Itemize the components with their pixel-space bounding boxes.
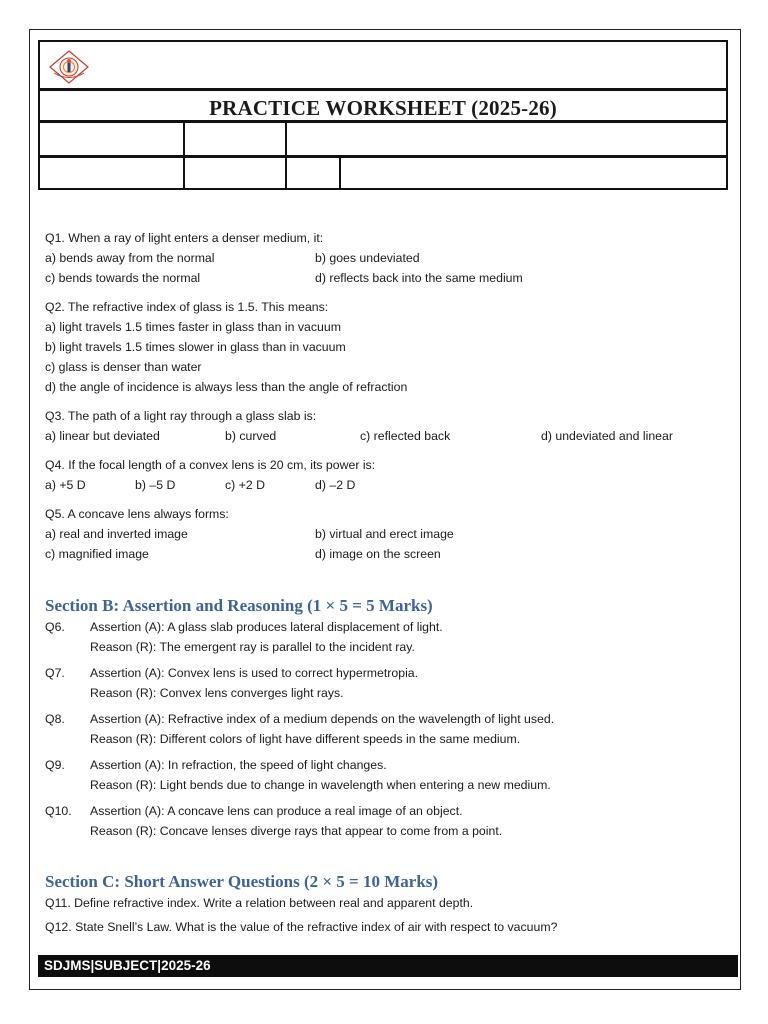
- option: b) goes undeviated: [315, 251, 420, 265]
- question-number: Q7.: [45, 666, 65, 680]
- assertion-reason-item: [45, 663, 725, 703]
- short-answer-question: Q11. Define refractive index. Write a relation between real and apparent depth.: [45, 896, 474, 910]
- assertion-reason-item: [45, 801, 725, 841]
- reason-text: Reason (R): Different colors of light have different speeds in the same medium.: [90, 732, 521, 746]
- assertion-text: Assertion (A): In refraction, the speed of light changes.: [90, 758, 387, 772]
- assertion-text: Assertion (A): A concave lens can produce a real image of an object.: [90, 804, 463, 818]
- assertion-text: Assertion (A): Convex lens is used to correct hypermetropia.: [90, 666, 419, 680]
- footer-bar: SDJMS|SUBJECT|2025-26: [38, 955, 738, 977]
- question-block: [45, 504, 725, 564]
- assertion-text: Assertion (A): A glass slab produces lateral displacement of light.: [90, 620, 443, 634]
- option: a) light travels 1.5 times faster in glass than in vacuum: [45, 320, 341, 334]
- option: c) glass is denser than water: [45, 360, 202, 374]
- header-cell-divider: [285, 120, 287, 190]
- question-number: Q10.: [45, 804, 72, 818]
- question-text: Q4. If the focal length of a convex lens is 20 cm, its power is:: [45, 458, 376, 472]
- option: c) +2 D: [225, 478, 265, 492]
- question-number: Q6.: [45, 620, 65, 634]
- option: a) real and inverted image: [45, 527, 188, 541]
- reason-text: Reason (R): The emergent ray is parallel to the incident ray.: [90, 640, 415, 654]
- assertion-text: Assertion (A): Refractive index of a medium depends on the wavelength of light used.: [90, 712, 555, 726]
- short-answer-question: Q12. State Snell’s Law. What is the value of the refractive index of air with respect to vacuum?: [45, 920, 558, 934]
- header-row-divider: [40, 88, 726, 91]
- option: d) the angle of incidence is always less than the angle of refraction: [45, 380, 408, 394]
- header-cell-divider: [183, 120, 185, 190]
- school-emblem-icon: [48, 49, 90, 85]
- option: d) undeviated and linear: [541, 429, 673, 443]
- question-block: [45, 228, 725, 288]
- option: d) image on the screen: [315, 547, 441, 561]
- question-block: [45, 455, 725, 495]
- header-table: [38, 40, 728, 190]
- option: b) virtual and erect image: [315, 527, 454, 541]
- header-row-divider: [40, 155, 726, 158]
- section-c-heading: Section C: Short Answer Questions (2 × 5 = 10 Marks): [45, 872, 439, 891]
- option: b) light travels 1.5 times slower in glass than in vacuum: [45, 340, 346, 354]
- option: a) +5 D: [45, 478, 86, 492]
- option: c) magnified image: [45, 547, 149, 561]
- option: c) reflected back: [360, 429, 451, 443]
- option: c) bends towards the normal: [45, 271, 201, 285]
- question-block: [45, 297, 725, 397]
- page-title: PRACTICE WORKSHEET (2025-26): [209, 96, 557, 120]
- option: d) reflects back into the same medium: [315, 271, 523, 285]
- reason-text: Reason (R): Convex lens converges light rays.: [90, 686, 344, 700]
- question-text: Q3. The path of a light ray through a glass slab is:: [45, 409, 317, 423]
- option: d) –2 D: [315, 478, 356, 492]
- reason-text: Reason (R): Concave lenses diverge rays that appear to come from a point.: [90, 824, 503, 838]
- assertion-reason-item: [45, 617, 725, 657]
- question-block: [45, 406, 725, 446]
- reason-text: Reason (R): Light bends due to change in wavelength when entering a new medium.: [90, 778, 551, 792]
- header-cell-divider: [339, 155, 341, 190]
- section-b-heading: Section B: Assertion and Reasoning (1 × 5 = 5 Marks): [45, 596, 433, 615]
- option: b) –5 D: [135, 478, 176, 492]
- question-number: Q9.: [45, 758, 65, 772]
- question-text: Q5. A concave lens always forms:: [45, 507, 229, 521]
- option: a) bends away from the normal: [45, 251, 215, 265]
- assertion-reason-item: [45, 755, 725, 795]
- assertion-reason-item: [45, 709, 725, 749]
- question-number: Q8.: [45, 712, 65, 726]
- option: b) curved: [225, 429, 277, 443]
- question-text: Q1. When a ray of light enters a denser medium, it:: [45, 231, 324, 245]
- option: a) linear but deviated: [45, 429, 160, 443]
- question-text: Q2. The refractive index of glass is 1.5. This means:: [45, 300, 329, 314]
- worksheet-content: [45, 228, 725, 946]
